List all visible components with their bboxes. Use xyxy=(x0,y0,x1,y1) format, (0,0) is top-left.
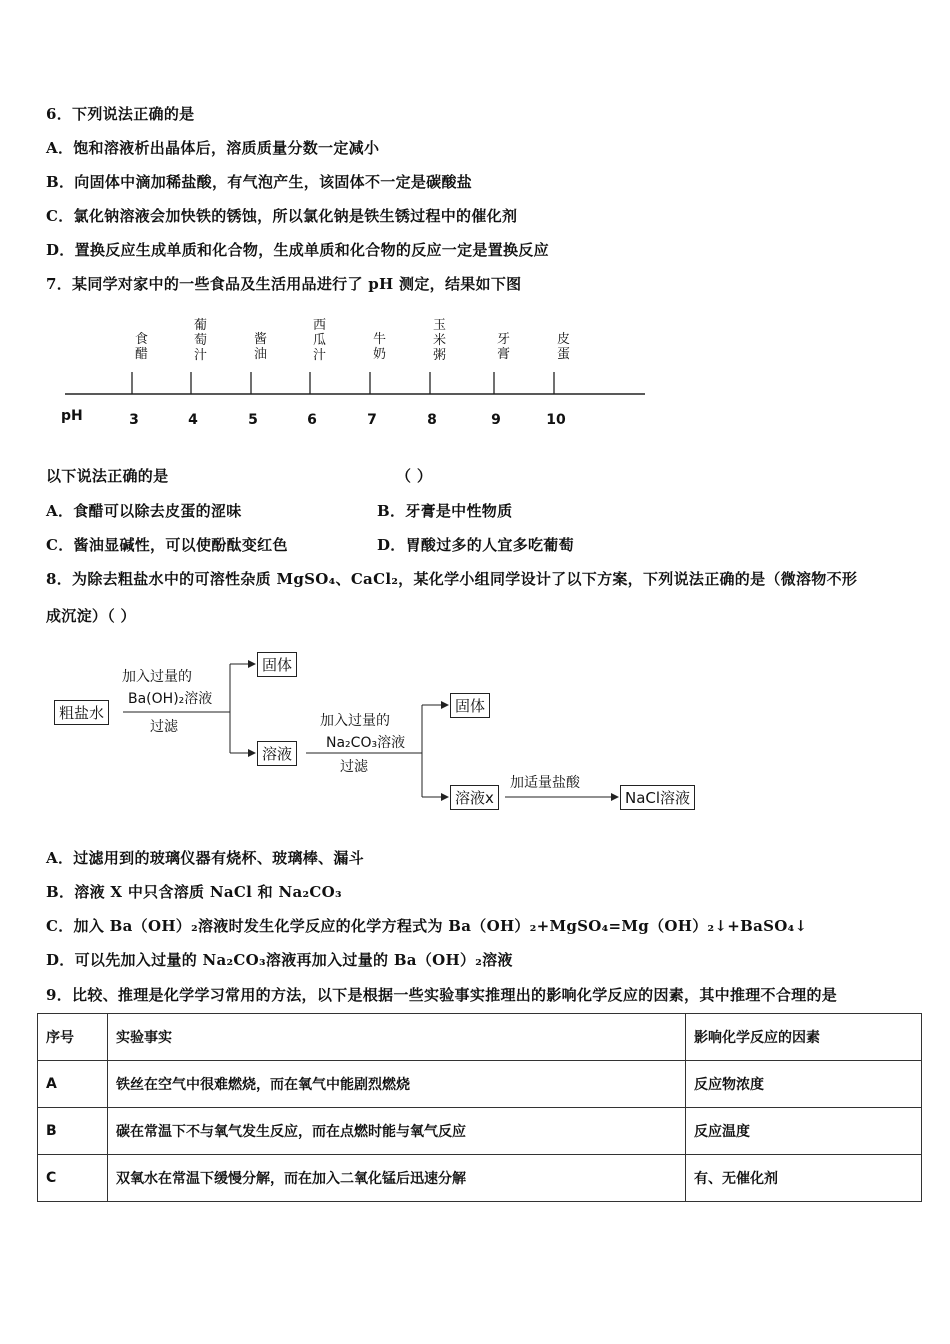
step2-label-3: 过滤 xyxy=(340,759,368,775)
ph-tick-label: 5 xyxy=(248,412,258,428)
row-fact: 碳在常温下不与氧气发生反应，而在点燃时能与氧气反应 xyxy=(108,1108,686,1155)
q8-option-a: A．过滤用到的玻璃仪器有烧杯、玻璃棒、漏斗 xyxy=(46,849,364,867)
q6-option-a: A．饱和溶液析出晶体后，溶质质量分数一定减小 xyxy=(46,139,380,157)
ph-tick-label: 6 xyxy=(307,412,317,428)
step2-label-2: Na₂CO₃溶液 xyxy=(326,735,406,751)
ph-scale-figure xyxy=(55,310,655,440)
row-fact: 双氧水在常温下缓慢分解，而在加入二氧化锰后迅速分解 xyxy=(108,1155,686,1202)
ph-food-label: 牙 膏 xyxy=(496,332,511,362)
ph-food-label: 葡 萄 汁 xyxy=(193,318,208,363)
q8-option-b: B．溶液 X 中只含溶质 NaCl 和 Na₂CO₃ xyxy=(46,883,342,901)
row-index: C xyxy=(38,1155,108,1202)
table-row xyxy=(38,1108,922,1155)
ph-tick-label: 8 xyxy=(427,412,437,428)
q7-option-c: C．酱油显碱性，可以使酚酞变红色 xyxy=(46,536,288,554)
step2-label-1: 加入过量的 xyxy=(320,713,390,729)
row-fact: 铁丝在空气中很难燃烧，而在氧气中能剧烈燃烧 xyxy=(108,1061,686,1108)
q8-option-d: D．可以先加入过量的 Na₂CO₃溶液再加入过量的 Ba（OH）₂溶液 xyxy=(46,951,513,969)
q7-question: 以下说法正确的是 xyxy=(46,467,169,485)
ph-food-label: 皮 蛋 xyxy=(556,332,571,362)
box-solid-1: 固体 xyxy=(257,652,297,677)
table-row xyxy=(38,1061,922,1108)
row-factor: 有、无催化剂 xyxy=(686,1155,922,1202)
box-solution-1: 溶液 xyxy=(257,741,297,766)
step1-label-3: 过滤 xyxy=(150,719,178,735)
purification-flowchart xyxy=(50,650,710,820)
q7-option-a: A．食醋可以除去皮蛋的涩味 xyxy=(46,502,242,520)
ph-food-label: 食 醋 xyxy=(134,332,149,362)
q7-option-b: B．牙膏是中性物质 xyxy=(377,502,513,520)
q8-stem-line1: 8．为除去粗盐水中的可溶性杂质 MgSO₄、CaCl₂，某化学小组同学设计了以下方案，下列说法正确的是（微溶物不形 xyxy=(46,570,858,588)
box-solution-x: 溶液x xyxy=(450,785,499,810)
ph-food-label: 玉 米 粥 xyxy=(432,318,447,363)
step1-label-1: 加入过量的 xyxy=(122,669,192,685)
ph-tick-label: 9 xyxy=(491,412,501,428)
q6-option-d: D．置换反应生成单质和化合物，生成单质和化合物的反应一定是置换反应 xyxy=(46,241,549,259)
q9-stem: 9．比较、推理是化学学习常用的方法，以下是根据一些实验事实推理出的影响化学反应的因素，其中推理不合理的是 xyxy=(46,986,838,1004)
step3-label: 加适量盐酸 xyxy=(510,775,580,791)
ph-axis-label: pH xyxy=(61,408,83,424)
table-header-row xyxy=(38,1014,922,1061)
ph-food-label: 酱 油 xyxy=(253,332,268,362)
row-index: A xyxy=(38,1061,108,1108)
ph-food-label: 西 瓜 汁 xyxy=(312,318,327,363)
q8-option-c: C．加入 Ba（OH）₂溶液时发生化学反应的化学方程式为 Ba（OH）₂+MgSO₄=Mg（OH）₂↓+BaSO₄↓ xyxy=(46,917,808,935)
row-index: B xyxy=(38,1108,108,1155)
q6-option-b: B．向固体中滴加稀盐酸，有气泡产生，该固体不一定是碳酸盐 xyxy=(46,173,473,191)
box-solid-2: 固体 xyxy=(450,693,490,718)
q8-stem-line2: 成沉淀）（ ） xyxy=(46,607,136,625)
ph-tick-label: 4 xyxy=(188,412,198,428)
q6-option-c: C．氯化钠溶液会加快铁的锈蚀，所以氯化钠是铁生锈过程中的催化剂 xyxy=(46,207,518,225)
header-index: 序号 xyxy=(38,1014,108,1061)
header-factor: 影响化学反应的因素 xyxy=(686,1014,922,1061)
q7-option-d: D．胃酸过多的人宜多吃葡萄 xyxy=(377,536,574,554)
step1-label-2: Ba(OH)₂溶液 xyxy=(128,691,213,707)
ph-tick-label: 3 xyxy=(129,412,139,428)
q6-stem: 6．下列说法正确的是 xyxy=(46,105,195,123)
q9-table xyxy=(37,1013,922,1202)
box-nacl-solution: NaCl溶液 xyxy=(620,785,695,810)
row-factor: 反应温度 xyxy=(686,1108,922,1155)
box-crude-brine: 粗盐水 xyxy=(54,700,109,725)
ph-tick-label: 10 xyxy=(546,412,566,428)
ph-food-label: 牛 奶 xyxy=(372,332,387,362)
ph-tick-label: 7 xyxy=(367,412,377,428)
q7-stem: 7．某同学对家中的一些食品及生活用品进行了 pH 测定，结果如下图 xyxy=(46,275,522,293)
q7-answer-bracket: （ ） xyxy=(396,467,433,485)
row-factor: 反应物浓度 xyxy=(686,1061,922,1108)
header-fact: 实验事实 xyxy=(108,1014,686,1061)
table-row xyxy=(38,1155,922,1202)
